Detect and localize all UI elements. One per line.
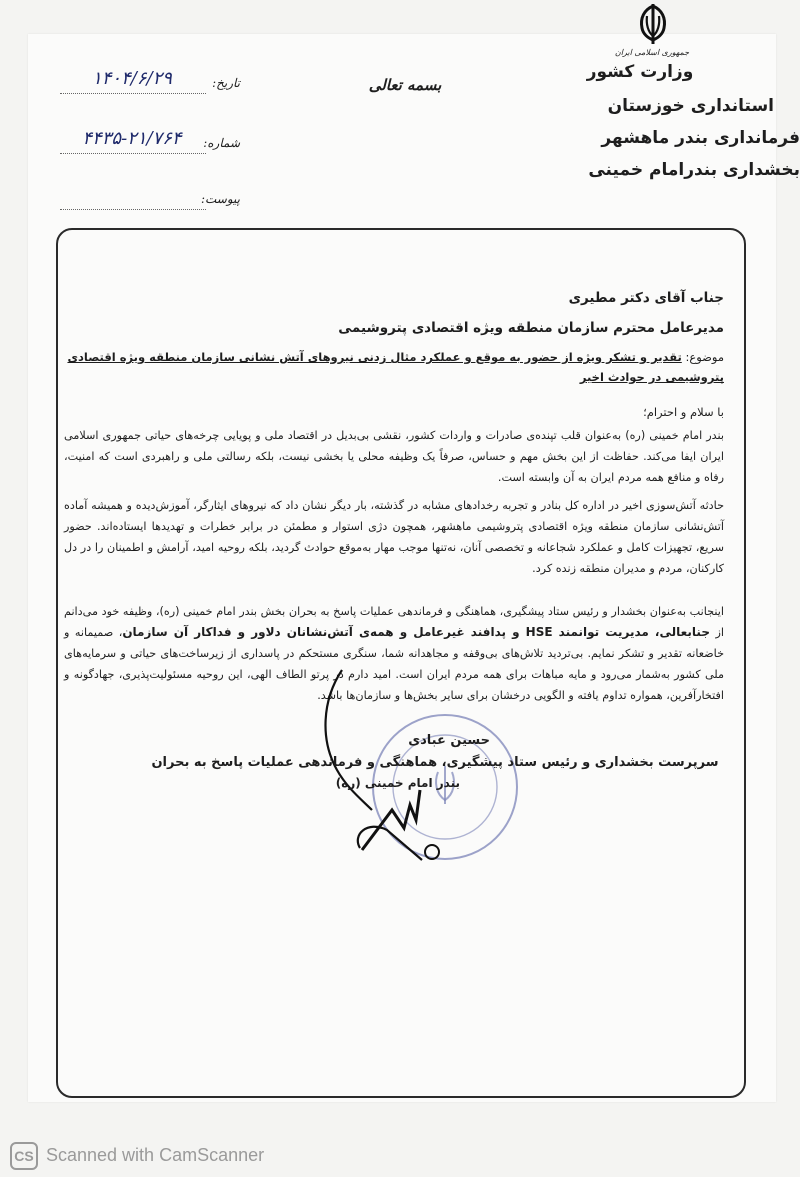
district-office: بخشداری بندرامام خمینی bbox=[588, 160, 800, 180]
signatory-title: سرپرست بخشداری و رئیس ستاد پیشگیری، هماهنگی و فرماندهی عملیات پاسخ به بحران bbox=[151, 755, 719, 770]
scanner-footer bbox=[10, 1138, 310, 1174]
addressee-name: جناب آقای دکتر مطیری bbox=[568, 290, 724, 306]
signatory-name: حسین عبادی bbox=[408, 733, 490, 748]
bismillah: بسمه تعالی bbox=[368, 76, 442, 94]
paragraph-3-rest: ، صمیمانه و خاضعانه تقدیر و تشکر نمایم. بی‌تردید تلاش‌های بی‌وقفه و مجاهدانه شما، سنگری مستحکم در پاسداری از زیرساخت‌های حیاتی و سرمایه‌های ملی کشور به‌شمار می‌رود و مایه مباهات برای همه مردم ایران است. امید دارم در پرتو الطاف الهی، این روحیه مسئولیت‌پذیری، جهادگونه و افتخارآفرین، همواره تداوم یافته و الگویی درخشان برای سایر بخش‌ها و سازمان‌ها باشد. bbox=[64, 626, 724, 702]
camscanner-text: Scanned with CamScanner bbox=[46, 1145, 265, 1165]
attachment-dotted-line bbox=[60, 209, 206, 210]
number-dotted-line bbox=[60, 153, 206, 154]
subject-text: تقدیر و تشکر ویژه از حضور به موقع و عملکرد مثال زدنی نیروهای آتش نشانی سازمان منطقه ویژه اقتصادی پتروشیمی در حوادث اخیر bbox=[67, 350, 724, 384]
date-label: تاریخ: bbox=[212, 76, 240, 90]
signatory-org: بندر امام خمینی (ره) bbox=[335, 776, 460, 790]
iran-emblem-icon bbox=[628, 0, 678, 50]
handwritten-signature bbox=[292, 660, 442, 880]
date-value: ۱۴۰۴/۶/۲۹ bbox=[92, 68, 172, 89]
number-value: ۴۴۳۵-۲۱/۷۶۴ bbox=[82, 128, 182, 149]
greeting: با سلام و احترام؛ bbox=[643, 405, 724, 419]
paragraph-3-intro: اینجانب به‌عنوان بخشدار و رئیس ستاد پیشگیری، هماهنگی و فرماندهی عملیات پاسخ به بحران بخش بندر امام خمینی (ره)، وظیفه خود می‌دانم از bbox=[64, 605, 724, 639]
attachment-label: پیوست: bbox=[200, 192, 240, 206]
subject-line bbox=[64, 347, 724, 387]
camscanner-logo-icon: CS bbox=[10, 1142, 38, 1170]
subject-label: موضوع: bbox=[685, 350, 724, 364]
governorate: فرمانداری بندر ماهشهر bbox=[601, 128, 800, 148]
paragraph-3-emphasis: جنابعالی، مدیریت توانمند HSE و پدافند غیرعامل و همه‌ی آتش‌نشانان دلاور و فداکار آن سازمان bbox=[122, 625, 710, 639]
number-field bbox=[60, 128, 240, 158]
attachment-field bbox=[60, 188, 240, 214]
emblem-caption: جمهوری اسلامی ایران bbox=[614, 48, 690, 57]
paragraph-2: حادثه آتش‌سوزی اخیر در اداره کل بنادر و تجربه رخدادهای مشابه در گذشته، بار دیگر نشان داد که نیروهای ایثارگر، آموزش‌دیده و همیشه آماده آتش‌نشانی سازمان منطقه ویژه اقتصادی پتروشیمی ماهشهر، همچون دژی استوار و مطمئن در برابر خطرات و تهدیدها ایستاده‌اند. حضور سریع، تجهیزات کامل و عملکرد شجاعانه و تخصصی آنان، نه‌تنها موجب مهار به‌موقع حوادث گردید، بلکه روحیه امید، آرامش و اطمینان را در دل کارکنان، مردم و مدیران منطقه زنده کرد. bbox=[64, 499, 724, 575]
ministry-title: وزارت کشور bbox=[586, 62, 694, 82]
province-office: استانداری خوزستان bbox=[607, 96, 774, 116]
number-label: شماره: bbox=[203, 136, 240, 150]
date-field bbox=[60, 68, 240, 98]
date-dotted-line bbox=[60, 93, 206, 94]
paragraph-1: بندر امام خمینی (ره) به‌عنوان قلب تپنده‌ی صادرات و واردات کشور، نقشی بی‌بدیل در اقتصاد ملی و پویایی چرخه‌های حیاتی جمهوری اسلامی ایران ایفا می‌کند. حفاظت از این بخش مهم و حساس، صرفاً یک وظیفه محلی یا بخشی نیست، بلکه رسالتی ملی و راهبردی است که امنیت، رفاه و منافع همه مردم ایران به آن وابسته است. bbox=[64, 429, 724, 484]
addressee-position: مدیرعامل محترم سازمان منطقه ویژه اقتصادی پتروشیمی bbox=[338, 320, 724, 336]
